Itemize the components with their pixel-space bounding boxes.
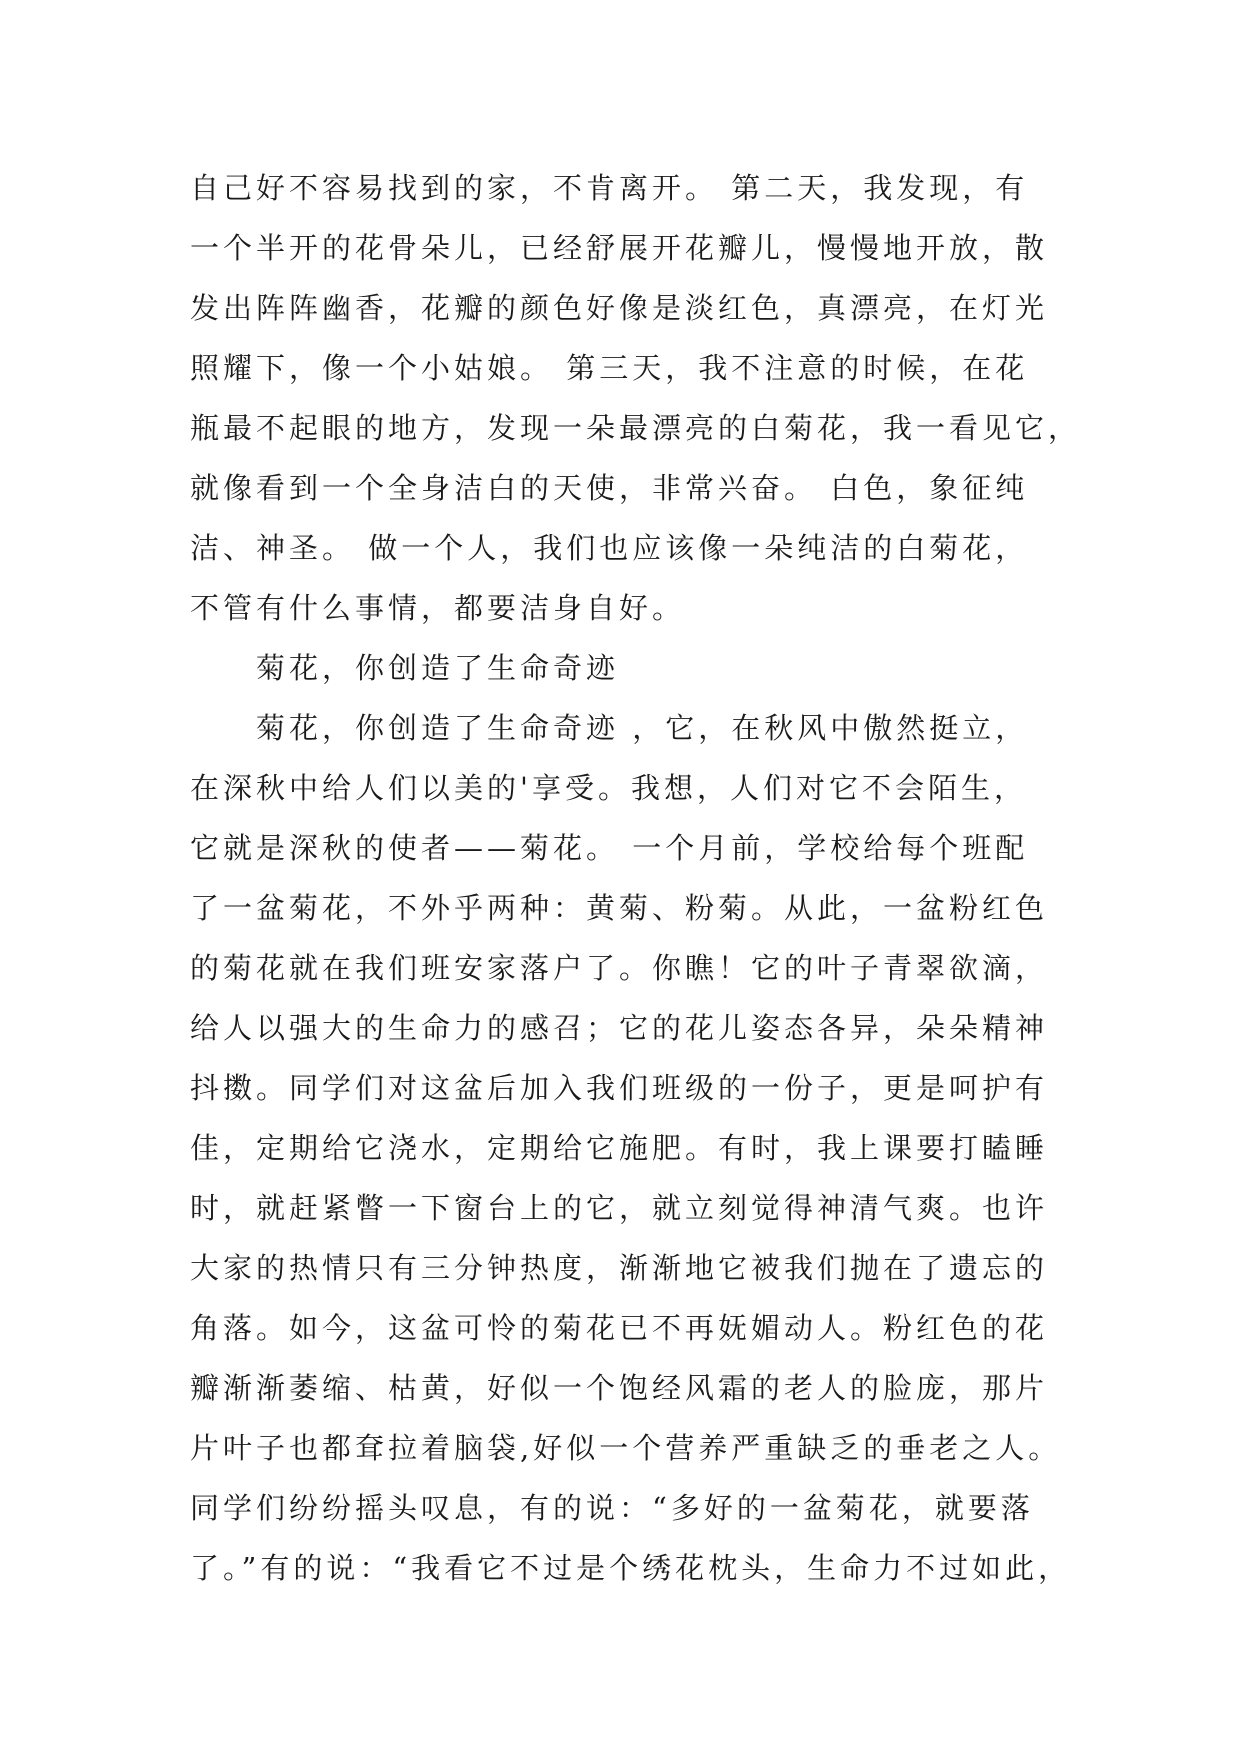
text-line: 片叶子也都耷拉着脑袋,好似一个营养严重缺乏的垂老之人。 xyxy=(190,1431,1062,1465)
text-line: 给人以强大的生命力的感召；它的花儿姿态各异，朵朵精神 xyxy=(190,1011,1049,1045)
text-line: 瓶最不起眼的地方，发现一朵最漂亮的白菊花，我一看见它， xyxy=(190,411,1082,445)
text-line: 发出阵阵幽香，花瓣的颜色好像是淡红色，真漂亮，在灯光 xyxy=(190,291,1049,325)
text-line: 的菊花就在我们班安家落户了。你瞧！它的叶子青翠欲滴， xyxy=(190,951,1049,985)
text-line: 时，就赶紧瞥一下窗台上的它，就立刻觉得神清气爽。也许 xyxy=(190,1191,1049,1225)
text-line: 佳，定期给它浇水，定期给它施肥。有时，我上课要打瞌睡 xyxy=(190,1131,1049,1165)
text-line: 不管有什么事情，都要洁身自好。 xyxy=(190,591,686,625)
text-line: 它就是深秋的使者——菊花。 一个月前，学校给每个班配 xyxy=(190,831,1029,865)
text-line: 抖擞。同学们对这盆后加入我们班级的一份子，更是呵护有 xyxy=(190,1071,1049,1105)
section-heading: 菊花，你创造了生命奇迹 xyxy=(256,651,620,685)
body-text xyxy=(190,158,1082,1598)
text-line: 在深秋中给人们以美的'享受。我想，人们对它不会陌生， xyxy=(190,771,1027,805)
text-line: 一个半开的花骨朵儿，已经舒展开花瓣儿，慢慢地开放，散 xyxy=(190,231,1049,265)
text-line: 瓣渐渐萎缩、枯黄，好似一个饱经风霜的老人的脸庞，那片 xyxy=(190,1371,1049,1405)
text-line: 自己好不容易找到的家，不肯离开。 第二天，我发现，有 xyxy=(190,171,1029,205)
text-line: 角落。如今，这盆可怜的菊花已不再妩媚动人。粉红色的花 xyxy=(190,1311,1049,1345)
text-line: 菊花，你创造了生命奇迹 ，它，在秋风中傲然挺立， xyxy=(256,711,1029,745)
text-line: 了。”有的说：“我看它不过是个绣花枕头，生命力不过如此， xyxy=(190,1551,1072,1585)
text-line: 照耀下，像一个小姑娘。 第三天，我不注意的时候，在花 xyxy=(190,351,1029,385)
text-line: 了一盆菊花，不外乎两种：黄菊、粉菊。从此，一盆粉红色 xyxy=(190,891,1049,925)
text-line: 同学们纷纷摇头叹息，有的说：“多好的一盆菊花，就要落 xyxy=(190,1491,1034,1525)
text-line: 就像看到一个全身洁白的天使，非常兴奋。 白色，象征纯 xyxy=(190,471,1029,505)
text-line: 洁、神圣。 做一个人，我们也应该像一朵纯洁的白菊花， xyxy=(190,531,1029,565)
text-line: 大家的热情只有三分钟热度，渐渐地它被我们抛在了遗忘的 xyxy=(190,1251,1049,1285)
